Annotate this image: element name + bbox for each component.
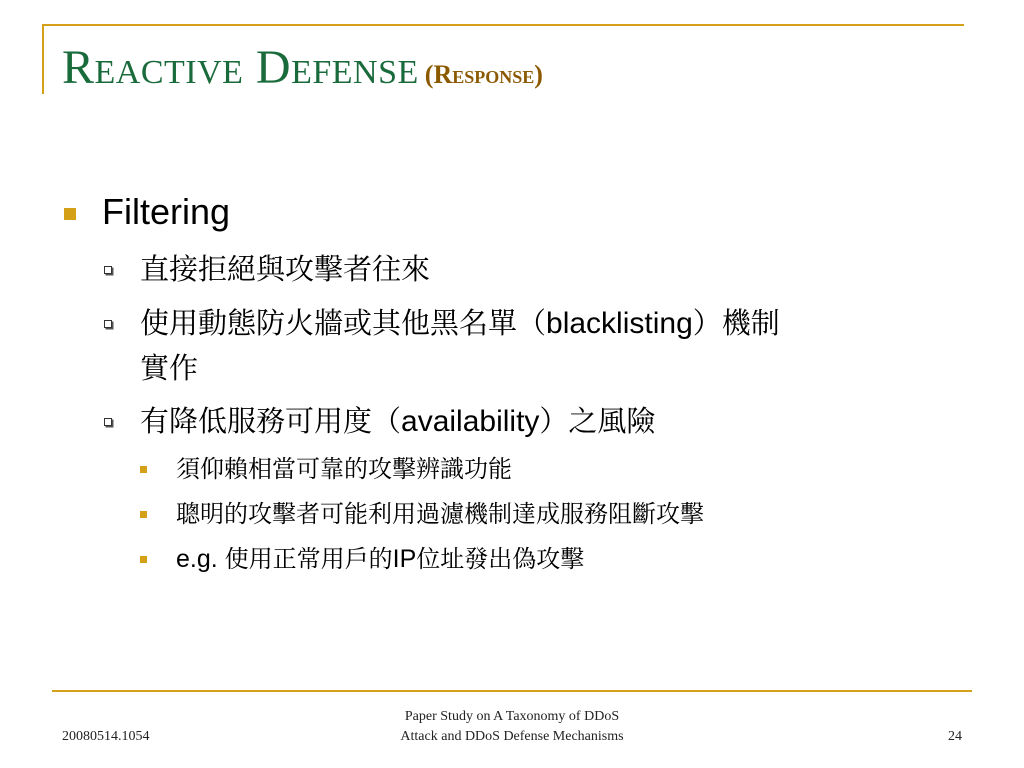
small-square-bullet-icon bbox=[140, 511, 147, 518]
small-square-bullet-icon bbox=[140, 556, 147, 563]
bullet-spoofed-ip-part1: 使用正常用戶的 bbox=[224, 545, 393, 573]
hollow-square-bullet-icon bbox=[104, 320, 112, 328]
page-number: 24 bbox=[948, 729, 962, 744]
hollow-square-bullet-icon bbox=[104, 418, 112, 426]
bullet-availability-risk-part1: 有降低服務可用度（ bbox=[140, 404, 402, 438]
bullet-smart-attacker: 聰明的攻擊者可能利用過濾機制達成服務阻斷攻擊 bbox=[176, 500, 704, 528]
footer-title bbox=[362, 707, 662, 747]
footer-divider bbox=[52, 690, 972, 692]
footer-title-line1: Paper Study on A Taxonomy of DDoS bbox=[404, 709, 620, 724]
left-frame-line bbox=[42, 24, 44, 94]
bullet-dynamic-firewall-part2: ）機制 bbox=[692, 306, 780, 340]
bullet-dynamic-firewall-line2: 實作 bbox=[140, 351, 199, 385]
bullet-dynamic-firewall bbox=[140, 302, 780, 346]
bullet-spoofed-ip bbox=[176, 547, 584, 572]
title-sub: (Response) bbox=[424, 60, 543, 89]
square-bullet-icon bbox=[64, 208, 76, 220]
bullet-spoofed-ip-latin2: IP bbox=[392, 545, 417, 573]
small-square-bullet-icon bbox=[140, 466, 147, 473]
bullet-availability-risk bbox=[140, 400, 655, 444]
slide-title bbox=[62, 41, 543, 94]
bullet-dynamic-firewall-part1: 使用動態防火牆或其他黑名單（ bbox=[140, 306, 547, 340]
title-main: Reactive Defense bbox=[62, 41, 419, 94]
bullet-spoofed-ip-latin1: e.g. bbox=[176, 545, 225, 573]
bullet-dynamic-firewall-latin: blacklisting bbox=[546, 307, 693, 340]
bullet-reject-attackers: 直接拒絕與攻擊者往來 bbox=[140, 252, 431, 286]
bullet-availability-risk-part2: ）之風險 bbox=[539, 404, 656, 438]
hollow-square-bullet-icon bbox=[104, 266, 112, 274]
bullet-filtering: Filtering bbox=[102, 191, 231, 232]
bullet-spoofed-ip-part2: 位址發出偽攻擊 bbox=[416, 545, 585, 573]
bullet-availability-risk-latin: availability bbox=[401, 405, 540, 438]
footer-date: 20080514.1054 bbox=[62, 729, 150, 744]
footer-title-line2: Attack and DDoS Defense Mechanisms bbox=[400, 729, 624, 744]
top-frame-line bbox=[42, 24, 964, 26]
bullet-reliable-detection: 須仰賴相當可靠的攻擊辨識功能 bbox=[176, 455, 512, 483]
